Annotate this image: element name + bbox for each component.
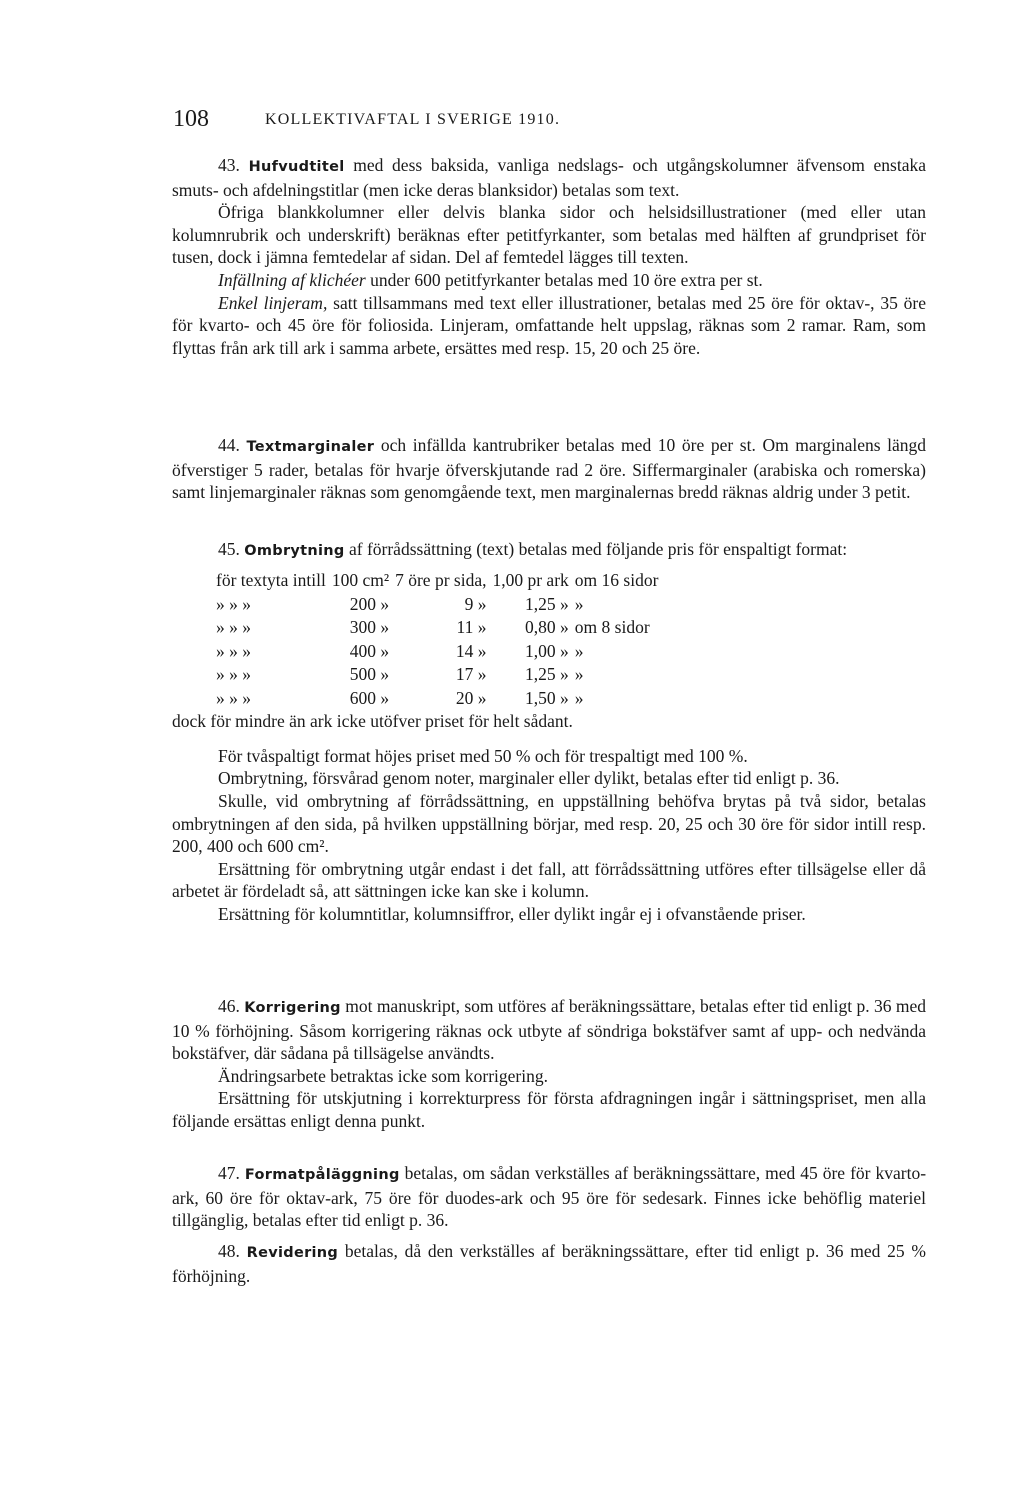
section-43-italic-3: Infällning af klichéer <box>218 269 366 290</box>
price-table-cell: » » » <box>216 593 251 614</box>
section-45-intro-text: af förrådssättning (text) betalas med följande pris för enspaltigt format: <box>348 539 848 559</box>
price-table <box>216 569 664 711</box>
price-table-row <box>216 592 664 616</box>
section-46-number: 46. <box>218 996 240 1016</box>
price-table-cell: om 16 sidor <box>574 570 659 591</box>
price-table-cell: 1,00 pr ark <box>492 570 569 591</box>
price-table-cell: 1,25 » <box>525 593 569 614</box>
section-46-heading: Korrigering <box>244 1000 341 1016</box>
section-43-heading: Hufvudtitel <box>248 159 345 175</box>
section-47-heading: Formatpåläggning <box>244 1167 400 1183</box>
section-44-paragraph <box>172 434 926 504</box>
price-table-cell: 200 » <box>349 593 390 614</box>
section-45-paragraph-4: Ersättning för ombrytning utgår endast i det fall, att förrådssättning utföres efter tillsägelse eller då arbetet är fördeladt så, att sättningen icke kan ske i kolumn. <box>172 858 926 902</box>
price-table-cell: för textyta intill <box>216 570 326 591</box>
section-45 <box>172 538 926 926</box>
section-44-text: och infällda kantrubriker betalas med 10 öre per st. Om marginalens längd öfverstiger 5 rader, betalas för hvarje öfverskjutande rad 2 öre. Siffermarginaler (arabiska och romerska) samt linjemarginaler räknas som genomgående text, men marginalernas bredd räknas aldrig under 3 petit. <box>172 435 927 503</box>
section-48-text: betalas, då den verkställes af beräkningssättare, efter tid enligt p. 36 med 25 % förhöjning. <box>172 1241 927 1286</box>
section-47-text: betalas, om sådan verkställes af beräkningssättare, med 45 öre för kvarto-ark, 60 öre för oktav-ark, 75 öre för duodes-ark och 95 öre för sedesark. Finnes icke behöflig materiel tillgänglig, betalas efter tid enligt p. 36. <box>172 1163 927 1231</box>
price-table-cell: 1,50 » <box>525 688 569 709</box>
section-48-paragraph <box>172 1240 926 1287</box>
section-47-number: 47. <box>218 1163 240 1183</box>
section-44 <box>172 434 926 504</box>
section-44-heading: Textmarginaler <box>246 439 375 455</box>
section-46 <box>172 995 926 1133</box>
section-43-paragraph-3 <box>172 269 926 292</box>
price-table-cell: » <box>574 640 584 661</box>
section-43-paragraph-1 <box>172 154 926 201</box>
page-header <box>173 106 933 136</box>
section-43-text-3: under 600 petitfyrkanter betalas med 10 öre extra per st. <box>370 269 763 290</box>
section-46-text-1: mot manuskript, som utföres af beräkningssättare, betalas efter tid enligt p. 36 med 10 % förhöjning. Såsom korrigering räknas ock utbyte af söndriga bokstäfver samt af upp- och nedvända bokstäfver, där sådana på tillsägelse användts. <box>172 996 927 1064</box>
price-table-cell: » <box>574 688 584 709</box>
price-table-cell: 1,00 » <box>525 640 569 661</box>
section-43 <box>172 154 926 359</box>
price-table-cell: 0,80 » <box>525 617 569 638</box>
price-table-cell: » » » <box>216 664 251 685</box>
section-45-number: 45. <box>218 539 240 559</box>
section-45-after-table: dock för mindre än ark icke utöfver priset för helt sådant. <box>172 711 573 732</box>
section-45-paragraph-5: Ersättning för kolumntitlar, kolumnsiffror, eller dylikt ingår ej i ofvanstående priser. <box>218 903 806 924</box>
price-table-cell: 100 cm² <box>331 570 390 591</box>
running-title: KOLLEKTIVAFTAL I SVERIGE 1910. <box>265 111 561 128</box>
price-table-cell: » » » <box>216 688 251 709</box>
section-46-paragraph-2: Ändringsarbete betraktas icke som korrigering. <box>218 1065 548 1086</box>
price-table-cell: 600 » <box>349 688 390 709</box>
price-table-cell: 400 » <box>349 640 390 661</box>
price-table-row <box>216 569 664 593</box>
price-table-cell: 7 öre pr sida, <box>395 570 487 591</box>
section-43-number: 43. <box>218 155 240 175</box>
price-table-cell: » » » <box>216 640 251 661</box>
price-table-row <box>216 687 664 711</box>
section-48-number: 48. <box>218 1241 240 1261</box>
section-45-paragraph-1: För tvåspaltigt format höjes priset med 50 % och för trespaltigt med 100 %. <box>218 745 748 766</box>
section-44-number: 44. <box>218 435 240 455</box>
section-48 <box>172 1240 926 1287</box>
section-43-paragraph-2: Öfriga blankkolumner eller delvis blanka sidor och helsidsillustrationer (med eller utan kolumnrubrik och underskrift) beräknas efter petitfyrkanter, som betalas med hälften af grundpriset för tusen, dock i jämna femtedelar af sidan. Del af femtedel lägges till texten. <box>172 202 926 268</box>
price-table-cell: 300 » <box>349 617 390 638</box>
section-43-italic-4: Enkel linjeram, <box>218 292 328 313</box>
price-table-cell: om 8 sidor <box>574 617 650 638</box>
price-table-cell: 11 » <box>456 617 487 638</box>
section-45-intro <box>172 538 926 563</box>
price-table-cell: » » » <box>216 617 251 638</box>
section-45-heading: Ombrytning <box>244 543 345 559</box>
section-46-paragraph-1 <box>172 995 926 1065</box>
section-45-paragraph-3: Skulle, vid ombrytning af förrådssättning, en uppställning behöfva brytas på två sidor, betalas ombrytningen af den sida, på hvilken uppställning börjar, med resp. 20, 25 och 30 öre för sidor intill resp. 200, 400 och 600 cm². <box>172 790 926 857</box>
section-43-paragraph-4 <box>172 292 926 360</box>
price-table-cell: 9 » <box>464 593 487 614</box>
page-number: 108 <box>173 106 209 132</box>
price-table-row <box>216 616 664 640</box>
price-table-row <box>216 639 664 663</box>
price-table-cell: » <box>574 593 584 614</box>
section-47 <box>172 1162 926 1232</box>
section-45-paragraph-2: Ombrytning, försvårad genom noter, marginaler eller dylikt, betalas efter tid enligt p. 36. <box>218 768 840 789</box>
section-43-text-1: med dess baksida, vanliga nedslags- och utgångskolumner äfvensom enstaka smuts- och afdelningstitlar (men icke deras blanksidor) betalas som text. <box>172 155 927 200</box>
section-47-paragraph <box>172 1162 926 1232</box>
section-43-text-4: satt tillsammans med text eller illustrationer, betalas med 25 öre för oktav-, 35 öre för kvarto- och 45 öre för foliosida. Linjeram, omfattande helt uppslag, räknas som 2 ramar. Ram, som flyttas från ark till ark i samma arbete, ersättes med resp. 15, 20 och 25 öre. <box>172 292 927 358</box>
section-48-heading: Revidering <box>246 1245 339 1261</box>
price-table-cell: 14 » <box>455 640 487 661</box>
price-table-cell: 500 » <box>349 664 390 685</box>
price-table-row <box>216 663 664 687</box>
price-table-cell: 20 » <box>455 688 487 709</box>
section-46-paragraph-3: Ersättning för utskjutning i korrekturpress för första afdragningen ingår i sättningspriset, men alla följande ersättas enligt denna punkt. <box>172 1088 926 1131</box>
price-table-cell: » <box>574 664 584 685</box>
price-table-cell: 17 » <box>455 664 487 685</box>
price-table-cell: 1,25 » <box>525 664 569 685</box>
